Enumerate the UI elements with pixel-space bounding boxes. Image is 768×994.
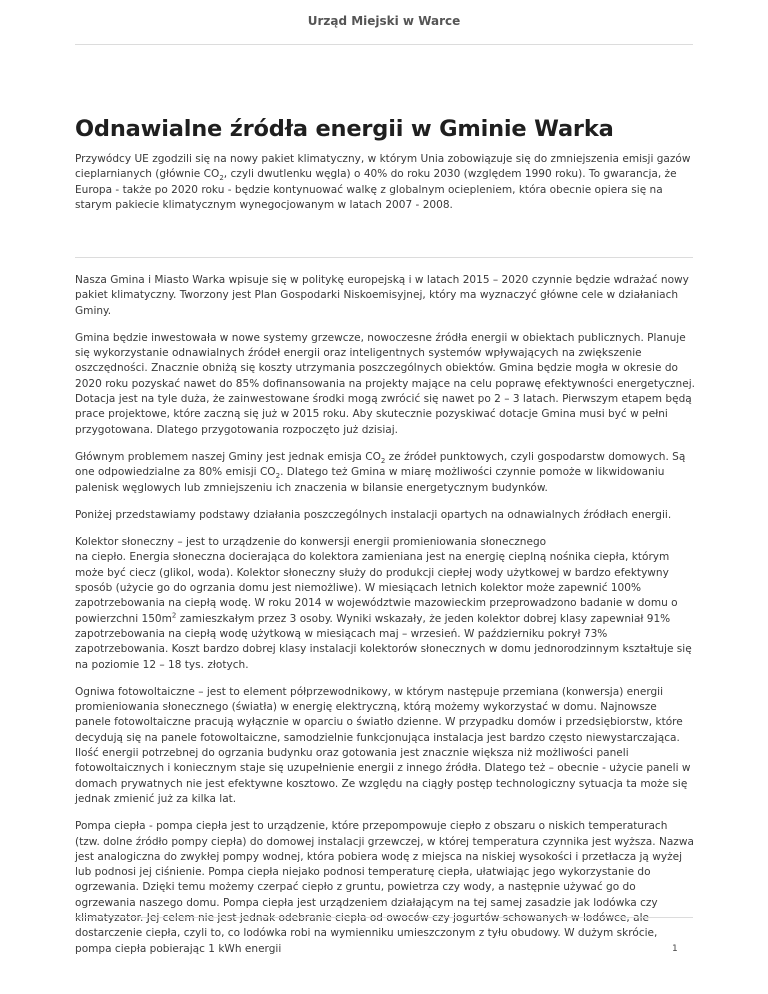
section-divider — [75, 257, 693, 258]
emissions-text-c: . Dlatego też Gmina w miarę możliwości czynnie pomoże w likwidowaniu palenisk węglowych lub zmniejszeniu ich znaczenia w bilansie energetycznym budynków. — [75, 466, 665, 494]
paragraph-investments: Gmina będzie inwestowała w nowe systemy grzewcze, nowoczesne źródła energii w obiektach publicznych. Planuje się wykorzystanie odnawialnych źródeł energii oraz inteligentnych systemów wpływających na zwiększenie oszczędności. Znacznie obniżą się koszty utrzymania poszczególnych obiektów. Gmina będzie mogła w okresie do 2020 roku pozyskać nawet do 85% dofinansowania na projekty mające na celu poprawę efektywności energetycznej. Dotacja jest na tyle duża, że zainwestowane środki mogą zwrócić się nawet po 2 – 3 latach. Pierwszym etapem będą prace projektowe, które zaczną się już w 2015 roku. Aby skutecznie pozyskiwać dotacje Gmina musi być w pełni przygotowana. Dlatego przygotowania rozpoczęto już dzisiaj. — [75, 331, 695, 436]
paragraph-overview: Poniżej przedstawiamy podstawy działania poszczególnych instalacji opartych na odnawialnych źródłach energii. — [75, 508, 672, 521]
footer-divider — [75, 917, 693, 918]
emissions-text-a: Głównym problemem naszej Gminy jest jednak emisja CO — [75, 450, 381, 463]
main-content — [75, 273, 695, 969]
intro-paragraph — [75, 152, 695, 213]
intro-text-b: , czyli dwutlenku węgla) o 40% do roku 2030 (względem 1990 roku). To gwarancja, że Europa - także po 2020 roku - będzie kontynuować walkę z globalnym ociepleniem, która obecnie opiera się na starym pakiecie klimatycznym wynegocjowanym w latach 2007 - 2008. — [75, 168, 677, 211]
page-header: Urząd Miejski w Warce — [307, 14, 461, 28]
emissions-co2-subscript: 2 — [380, 457, 386, 466]
emissions-co2-subscript-2: 2 — [275, 472, 281, 481]
intro-text-a: Przywódcy UE zgodzili się na nowy pakiet klimatyczny, w którym Unia zobowiązuje się do zmniejszenia emisji gazów cieplarnianych (głównie CO — [75, 153, 691, 181]
intro-section — [75, 152, 695, 225]
paragraph-heat-pump: Pompa ciepła - pompa ciepła jest to urządzenie, które przepompowuje ciepło z obszaru o niskich temperaturach (tzw. dolne źródło pompy ciepła) do domowej instalacji grzewczej, w której temperatura czynnika jest wyższa. Nazwa jest analogiczna do zwykłej pompy wodnej, która pobiera wodę z miejsca na niskiej wysokości i przetłacza ją wyżej lub podnosi jej ciśnienie. Pompa ciepła niejako podnosi temperaturę ciepła, ułatwiając jego wykorzystanie do ogrzewania. Dzięki temu możemy czerpać ciepło z gruntu, powietrza czy wody, a następnie używać go do ogrzewania naszego domu. Pompa ciepła jest urządzeniem działającym na tej samej zasadzie jak lodówka czy dostarczenie ciepła, czyli to, co lodówka robi na wymienniku umieszczonym z tyłu obudowy. W dużym skrócie, pompa ciepła pobierając 1 kWh energii — [75, 820, 694, 955]
paragraph-photovoltaics: Ogniwa fotowoltaiczne – jest to element półprzewodnikowy, w którym następuje przemiana (konwersja) energii promieniowania słonecznego (światła) w energię elektryczną, którą możemy wykorzystać w domu. Najnowsze panele fotowoltaiczne pracują wyłącznie w oparciu o światło dzienne. W przypadku domów i przedsiębiorstw, które decydują się na panele fotowoltaiczne, samodzielnie funkcjonująca instalacja jest bardzo często niewystarczająca. Ilość energii potrzebnej do ogrzania budynku oraz gotowania jest znacznie większa niż możliwości paneli fotowoltaicznych i koniecznym staje się uzupełnienie energii z innego źródła. Dlatego też – obecnie - użycie paneli w domach prywatnych nie jest efektywne kosztowo. Ze względu na ciągły postęp technologiczny sytuacja ta może się jednak zmienić już za kilka lat. — [75, 685, 691, 805]
page-number: 1 — [672, 944, 678, 954]
emissions-text-b: ze źródeł punktowych, czyli gospodarstw domowych. Są one odpowiedzialne za 80% emisji CO — [75, 450, 686, 479]
solar-m2-superscript: 2 — [171, 611, 177, 620]
solar-text-b: na ciepło. Energia słoneczna docierająca do kolektora zamieniana jest na energię cieplną nośnika ciepła, którym może być ciecz (glikol, woda). Kolektor słoneczny służy do produkcji ciepłej wody użytkowej w bardzo efektywny sposób (użycie go do ogrzania domu jest niemożliwe). W miesiącach letnich kolektor może zapewnić 100% zapotrzebowania na ciepłą wodę. W roku 2014 w województwie mazowieckim przeprowadzono badanie w domu o powierzchni 150m — [75, 551, 678, 625]
paragraph-emissions — [75, 450, 695, 496]
page-title: Odnawialne źródła energii w Gminie Warka — [75, 116, 614, 142]
paragraph-solar-collector — [75, 535, 695, 673]
intro-co2-subscript: 2 — [219, 174, 224, 183]
solar-text-a: Kolektor słoneczny – jest to urządzenie do konwersji energii promieniowania słonecznego — [75, 536, 547, 549]
solar-text-c: zamieszkałym przez 3 osoby. Wyniki wskazały, że jeden kolektor dobrej klasy zapewniał 91% zapotrzebowania na ciepłą wodę użytkową w miesiącach maj – wrzesień. W październiku pokrył 73% zapotrzebowania. Koszt bardzo dobrej klasy instalacji kolektorów słonecznych w domu jednorodzinnym kształtuje się na poziomie 12 – 18 tys. złotych. — [75, 612, 692, 671]
header-divider — [75, 44, 693, 45]
paragraph-policy: Nasza Gmina i Miasto Warka wpisuje się w politykę europejską i w latach 2015 – 2020 czynnie będzie wdrażać nowy pakiet klimatyczny. Tworzony jest Plan Gospodarki Niskoemisyjnej, który ma wyznaczyć główne cele w działaniach Gminy. — [75, 274, 689, 317]
